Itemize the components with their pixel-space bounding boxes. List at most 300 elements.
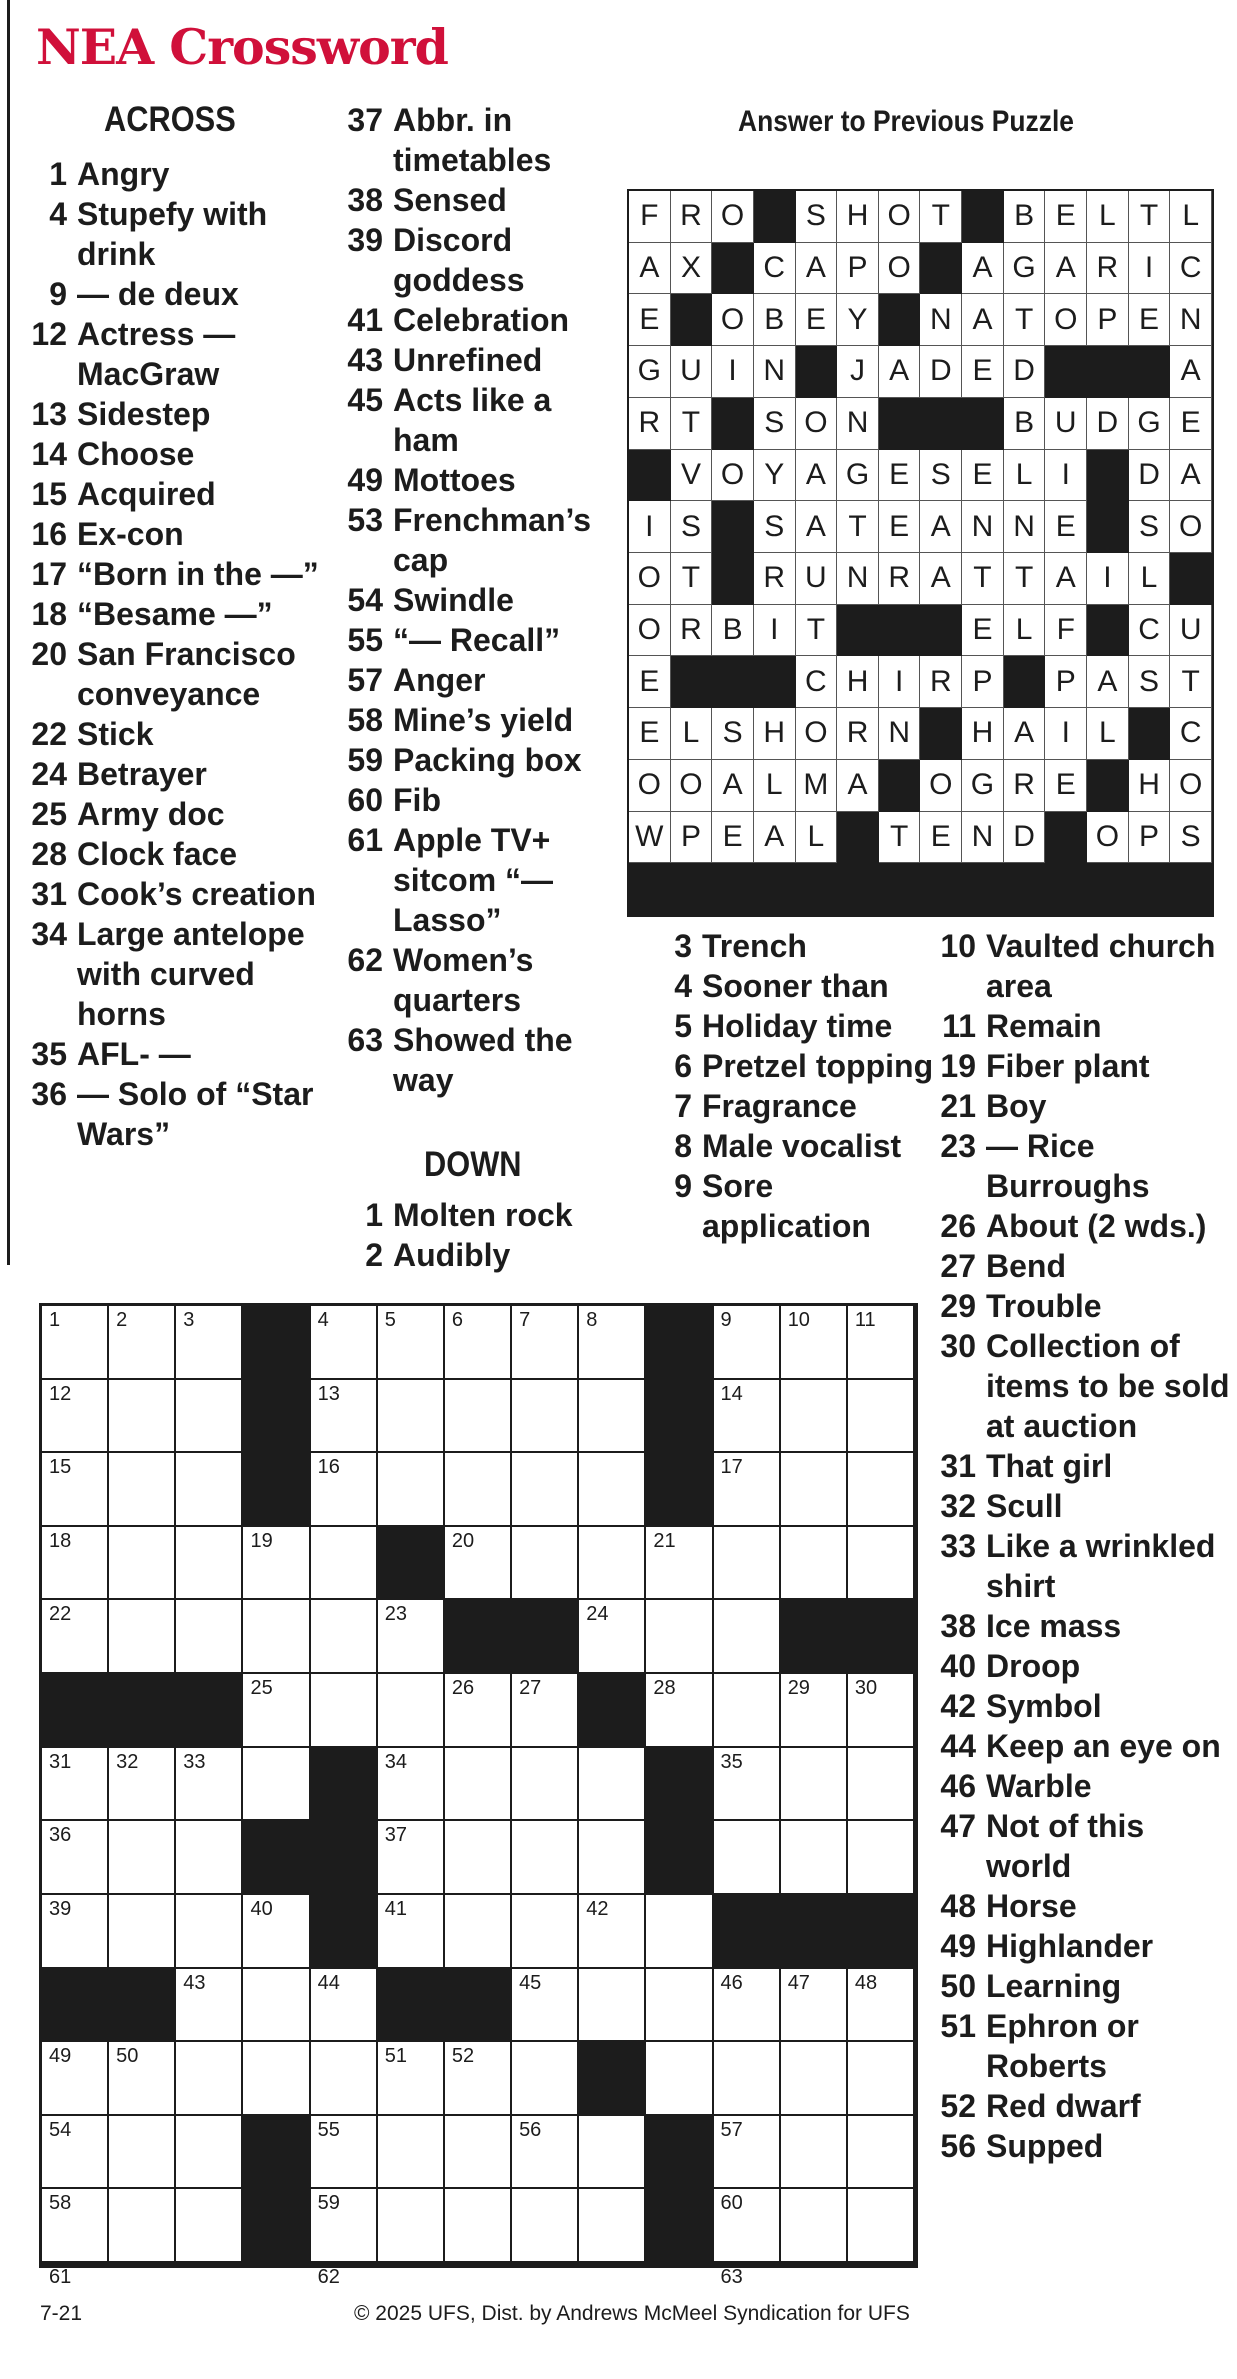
grid-cell[interactable] [311,1453,378,1527]
grid-cell[interactable] [512,2042,579,2116]
grid-block [109,1969,176,2043]
grid-cell[interactable] [311,1306,378,1380]
grid-cell[interactable] [781,2116,848,2190]
grid-cell[interactable] [42,1600,109,1674]
cell-number: 40 [250,1897,273,1920]
page-title: NEA Crossword [36,18,448,76]
answer-letter: W [629,812,671,864]
answer-letter: E [962,605,1004,657]
grid-cell[interactable] [378,1306,445,1380]
grid-cell[interactable] [109,2263,176,2265]
cell-number: 28 [653,1677,676,1700]
answer-letter: D [1004,812,1046,864]
answer-letter: O [712,294,754,346]
grid-cell[interactable] [848,2042,915,2116]
grid-cell[interactable] [176,2042,243,2116]
grid-cell[interactable] [378,1748,445,1822]
clue-number: 4 [674,968,692,1004]
grid-cell[interactable] [176,2189,243,2263]
answer-letter: R [1087,243,1129,295]
grid-cell[interactable] [579,1306,646,1380]
answer-letter: E [879,501,921,553]
grid-cell[interactable] [646,1969,713,2043]
grid-cell[interactable] [445,2189,512,2263]
clue-number: 17 [31,556,67,592]
clue-number: 42 [940,1688,976,1724]
grid-cell[interactable] [714,1380,781,1454]
grid-cell[interactable] [109,1748,176,1822]
grid-cell[interactable] [512,1821,579,1895]
clue-text: Showed the way [393,1022,573,1098]
grid-cell[interactable] [176,2263,243,2265]
clue-number: 34 [31,916,67,952]
grid-cell[interactable] [579,1600,646,1674]
answer-letter: L [754,760,796,812]
grid-cell[interactable] [781,2189,848,2263]
cell-number: 59 [317,2192,340,2215]
answer-letter: T [962,553,1004,605]
grid-cell[interactable] [42,2042,109,2116]
grid-cell[interactable] [176,1969,243,2043]
grid-cell[interactable] [646,1895,713,1969]
grid-cell[interactable] [714,2116,781,2190]
grid-cell[interactable] [176,1306,243,1380]
clue-text: Droop [986,1648,1081,1684]
grid-cell[interactable] [378,1600,445,1674]
grid-cell[interactable] [512,1453,579,1527]
grid-cell[interactable] [176,1895,243,1969]
clue-col1-18 [14,594,334,634]
cell-number: 43 [183,1971,206,1994]
grid-cell[interactable] [579,1527,646,1601]
answer-letter: F [629,191,671,243]
clue-number: 36 [31,1076,67,1112]
answer-letter: S [754,501,796,553]
clue-number: 35 [31,1036,67,1072]
grid-block [243,1453,310,1527]
grid-cell[interactable] [42,1380,109,1454]
answer-letter: O [920,760,962,812]
grid-cell[interactable] [714,1306,781,1380]
clue-text: Trouble [986,1288,1102,1324]
grid-cell[interactable] [109,1895,176,1969]
clue-text: Army doc [77,796,225,832]
grid-cell[interactable] [445,1380,512,1454]
answer-letter: O [796,708,838,760]
clue-text: — Solo of “Star Wars” [77,1076,314,1152]
clue-col2a-61 [343,820,623,940]
cell-number: 23 [384,1603,408,1626]
grid-cell[interactable] [781,1380,848,1454]
grid-cell[interactable] [378,2042,445,2116]
cell-number: 18 [49,1529,72,1552]
answer-letter: A [920,553,962,605]
grid-cell[interactable] [109,1306,176,1380]
grid-block [176,1674,243,1748]
grid-cell[interactable] [848,1674,915,1748]
grid-cell[interactable] [512,2116,579,2190]
grid-cell[interactable] [714,1821,781,1895]
grid-cell[interactable] [512,1969,579,2043]
answer-letter: S [920,450,962,502]
cell-number: 16 [317,1456,340,1479]
answer-letter: P [837,243,879,295]
clue-col2a-59 [343,740,623,780]
clue-col4-56 [934,2126,1234,2166]
clue-number: 14 [31,436,67,472]
grid-cell[interactable] [781,2042,848,2116]
clue-text: Women’s quarters [393,942,534,1018]
clue-col1-15 [14,474,334,514]
clue-number: 10 [940,928,976,964]
answer-letter: I [879,656,921,708]
answer-letter: E [629,294,671,346]
grid-cell[interactable] [311,1380,378,1454]
grid-cell[interactable] [176,2116,243,2190]
grid-cell[interactable] [512,1380,579,1454]
grid-cell[interactable] [848,2263,915,2265]
grid-cell[interactable] [42,1895,109,1969]
answer-letter: O [712,191,754,243]
grid-cell[interactable] [311,1674,378,1748]
grid-cell[interactable] [378,2189,445,2263]
answer-letter: I [712,346,754,398]
grid-cell[interactable] [445,1527,512,1601]
grid-cell[interactable] [311,2042,378,2116]
clue-col4-48 [934,1886,1234,1926]
grid-cell[interactable] [781,1453,848,1527]
grid-cell[interactable] [378,2116,445,2190]
answer-letter: L [1170,191,1212,243]
grid-cell[interactable] [378,2263,445,2265]
clue-col1-35 [14,1034,334,1074]
grid-cell[interactable] [109,1380,176,1454]
grid-block [311,1895,378,1969]
cell-number: 12 [49,1382,72,1405]
grid-cell[interactable] [579,2189,646,2263]
answer-letter: A [1170,450,1212,502]
grid-cell[interactable] [646,1600,713,1674]
clue-number: 55 [347,622,383,658]
clue-number: 2 [365,1237,383,1273]
grid-cell[interactable] [109,2116,176,2190]
clue-col2a-53 [343,500,623,580]
grid-cell[interactable] [311,2263,378,2288]
grid-cell[interactable] [311,1600,378,1674]
answer-letter: H [837,656,879,708]
grid-cell[interactable] [646,1527,713,1601]
clue-col4-10 [934,926,1234,1006]
answer-letter: O [671,760,713,812]
answer-letter: I [754,605,796,657]
grid-cell[interactable] [445,1748,512,1822]
grid-cell[interactable] [848,2116,915,2190]
clue-col4-51 [934,2006,1234,2086]
clue-text: Trench [702,928,807,964]
grid-cell[interactable] [109,1527,176,1601]
answer-letter: Y [754,450,796,502]
grid-block [311,1748,378,1822]
grid-cell[interactable] [579,1380,646,1454]
grid-cell[interactable] [646,2042,713,2116]
clue-col1-12 [14,314,334,394]
answer-letter: C [796,656,838,708]
grid-cell[interactable] [42,1821,109,1895]
answer-letter: L [1087,708,1129,760]
grid-cell[interactable] [243,1748,310,1822]
clue-number: 23 [940,1128,976,1164]
answer-letter: N [962,812,1004,864]
cell-number: 26 [451,1677,475,1700]
grid-cell[interactable] [378,1453,445,1527]
grid-block [848,1895,915,1969]
grid-cell[interactable] [579,2116,646,2190]
clue-col4-47 [934,1806,1234,1886]
clue-number: 54 [347,582,383,618]
grid-cell[interactable] [781,2263,848,2265]
answer-block [1129,346,1171,398]
cell-number: 48 [854,1971,878,1994]
clue-text: Red dwarf [986,2088,1141,2124]
grid-cell[interactable] [176,1748,243,1822]
answer-letter: S [1170,812,1212,864]
answer-letter: N [962,501,1004,553]
clue-text: Acts like a ham [393,382,552,458]
clue-text: San Francisco conveyance [77,636,296,712]
grid-cell[interactable] [512,1748,579,1822]
grid-cell[interactable] [378,1380,445,1454]
clue-text: Mottoes [393,462,516,498]
clue-number: 13 [31,396,67,432]
grid-cell[interactable] [176,1453,243,1527]
answer-grid [627,189,1214,917]
clue-number: 53 [347,502,383,538]
clue-text: Boy [986,1088,1047,1124]
cell-number: 55 [317,2118,340,2141]
clue-col3-3 [652,926,942,966]
clue-col1-31 [14,874,334,914]
grid-cell[interactable] [311,2189,378,2263]
clue-number: 60 [347,782,383,818]
grid-cell[interactable] [378,1674,445,1748]
clue-text: Male vocalist [702,1128,902,1164]
grid-cell[interactable] [311,1527,378,1601]
grid-cell[interactable] [714,1674,781,1748]
cell-number: 58 [49,2192,72,2215]
grid-cell[interactable] [109,2189,176,2263]
clue-col4-21 [934,1086,1234,1126]
clue-text: Symbol [986,1688,1102,1724]
grid-cell[interactable] [176,1527,243,1601]
clue-col2a-54 [343,580,623,620]
grid-cell[interactable] [714,1748,781,1822]
grid-cell[interactable] [848,1748,915,1822]
clue-col1-20 [14,634,334,714]
clue-col1-4 [14,194,334,274]
answer-letter: G [1129,398,1171,450]
grid-cell[interactable] [579,1453,646,1527]
grid-cell[interactable] [445,1453,512,1527]
clue-col4-49 [934,1926,1234,1966]
grid-cell[interactable] [243,2042,310,2116]
grid-cell[interactable] [176,1600,243,1674]
answer-block [1087,760,1129,812]
grid-cell[interactable] [781,1821,848,1895]
grid-cell[interactable] [781,1674,848,1748]
grid-cell[interactable] [579,1969,646,2043]
grid-cell[interactable] [781,1748,848,1822]
grid-cell[interactable] [42,2116,109,2190]
clue-text: Molten rock [393,1197,573,1233]
grid-cell[interactable] [781,1969,848,2043]
grid-cell[interactable] [445,2042,512,2116]
grid-cell[interactable] [848,1821,915,1895]
grid-cell[interactable] [848,1969,915,2043]
answer-letter: H [754,708,796,760]
clue-number: 61 [347,822,383,858]
clue-col1-16 [14,514,334,554]
grid-cell[interactable] [42,1748,109,1822]
grid-cell[interactable] [512,1895,579,1969]
answer-letter: O [1045,294,1087,346]
clue-col4-30 [934,1326,1234,1446]
grid-cell[interactable] [243,1674,310,1748]
clue-text: Like a wrinkled shirt [986,1528,1216,1604]
clue-number: 1 [365,1197,383,1233]
grid-cell[interactable] [42,1453,109,1527]
clue-text: “— Recall” [393,622,561,658]
grid-cell[interactable] [781,1306,848,1380]
across-clues-column-1 [14,154,334,1154]
grid-cell[interactable] [109,1600,176,1674]
clue-text: Frenchman’s cap [393,502,591,578]
answer-block [920,243,962,295]
grid-cell[interactable] [445,2116,512,2190]
grid-block [646,2116,713,2190]
grid-cell[interactable] [579,1748,646,1822]
grid-cell[interactable] [42,2263,109,2288]
down-heading: DOWN [424,1145,522,1184]
grid-cell[interactable] [109,1453,176,1527]
grid-block [243,2189,310,2263]
grid-cell[interactable] [445,1674,512,1748]
cell-number: 32 [116,1750,139,1773]
grid-cell[interactable] [445,1895,512,1969]
grid-cell[interactable] [714,2263,781,2288]
grid-cell[interactable] [378,1821,445,1895]
grid-cell[interactable] [243,1895,310,1969]
cell-number: 49 [49,2045,72,2068]
answer-block [712,243,754,295]
clue-text: Celebration [393,302,570,338]
grid-cell[interactable] [848,1380,915,1454]
grid-block [243,2263,310,2265]
grid-cell[interactable] [311,1969,378,2043]
grid-cell[interactable] [714,1969,781,2043]
grid-block [42,1674,109,1748]
answer-letter: E [1045,760,1087,812]
grid-cell[interactable] [579,1895,646,1969]
answer-letter: R [671,605,713,657]
clue-number: 41 [347,302,383,338]
answer-letter: L [1004,450,1046,502]
grid-cell[interactable] [848,2189,915,2263]
grid-cell[interactable] [579,2263,646,2265]
grid-cell[interactable] [109,1821,176,1895]
cell-number: 44 [317,1971,340,1994]
clue-col2a-55 [343,620,623,660]
grid-cell[interactable] [42,1306,109,1380]
grid-cell[interactable] [714,1453,781,1527]
cell-number: 61 [49,2266,72,2288]
clue-text: About (2 wds.) [986,1208,1207,1244]
clue-number: 37 [347,102,383,138]
answer-block [712,398,754,450]
grid-cell[interactable] [243,1527,310,1601]
grid-cell[interactable] [176,1380,243,1454]
grid-cell[interactable] [848,1306,915,1380]
grid-cell[interactable] [445,1821,512,1895]
down-clues-column-1 [343,1195,623,1275]
grid-block [646,1380,713,1454]
answer-letter: T [837,501,879,553]
grid-cell[interactable] [445,1306,512,1380]
answer-letter: N [754,346,796,398]
grid-cell[interactable] [714,2189,781,2263]
grid-cell[interactable] [378,1895,445,1969]
grid-cell[interactable] [714,1600,781,1674]
clue-col2a-62 [343,940,623,1020]
grid-cell[interactable] [512,2263,579,2265]
grid-cell[interactable] [512,1674,579,1748]
cell-number: 31 [49,1750,72,1773]
grid-cell[interactable] [311,2116,378,2190]
grid-cell[interactable] [512,1306,579,1380]
grid-cell[interactable] [243,1969,310,2043]
page-rule [7,0,10,1265]
clue-text: Large antelope with curved horns [77,916,305,1032]
grid-cell[interactable] [243,1600,310,1674]
grid-cell[interactable] [714,1527,781,1601]
grid-cell[interactable] [176,1821,243,1895]
answer-letter: E [920,812,962,864]
grid-cell[interactable] [42,2189,109,2263]
clue-col1-34 [14,914,334,1034]
grid-cell[interactable] [781,1527,848,1601]
grid-cell[interactable] [109,2042,176,2116]
clue-col1-14 [14,434,334,474]
grid-cell[interactable] [714,2042,781,2116]
grid-cell[interactable] [512,1527,579,1601]
clue-col4-27 [934,1246,1234,1286]
clue-number: 5 [674,1008,692,1044]
clue-text: Acquired [77,476,216,512]
answer-letter: O [712,450,754,502]
grid-cell[interactable] [848,1453,915,1527]
grid-cell[interactable] [445,2263,512,2265]
grid-block [579,1674,646,1748]
answer-heading: Answer to Previous Puzzle [738,105,1074,138]
grid-cell[interactable] [848,1527,915,1601]
answer-letter: R [671,191,713,243]
grid-cell[interactable] [42,1527,109,1601]
clue-col4-31 [934,1446,1234,1486]
grid-cell[interactable] [646,1674,713,1748]
cell-number: 46 [720,1971,743,1994]
grid-cell[interactable] [512,2189,579,2263]
answer-letter: H [962,708,1004,760]
grid-cell[interactable] [579,1821,646,1895]
